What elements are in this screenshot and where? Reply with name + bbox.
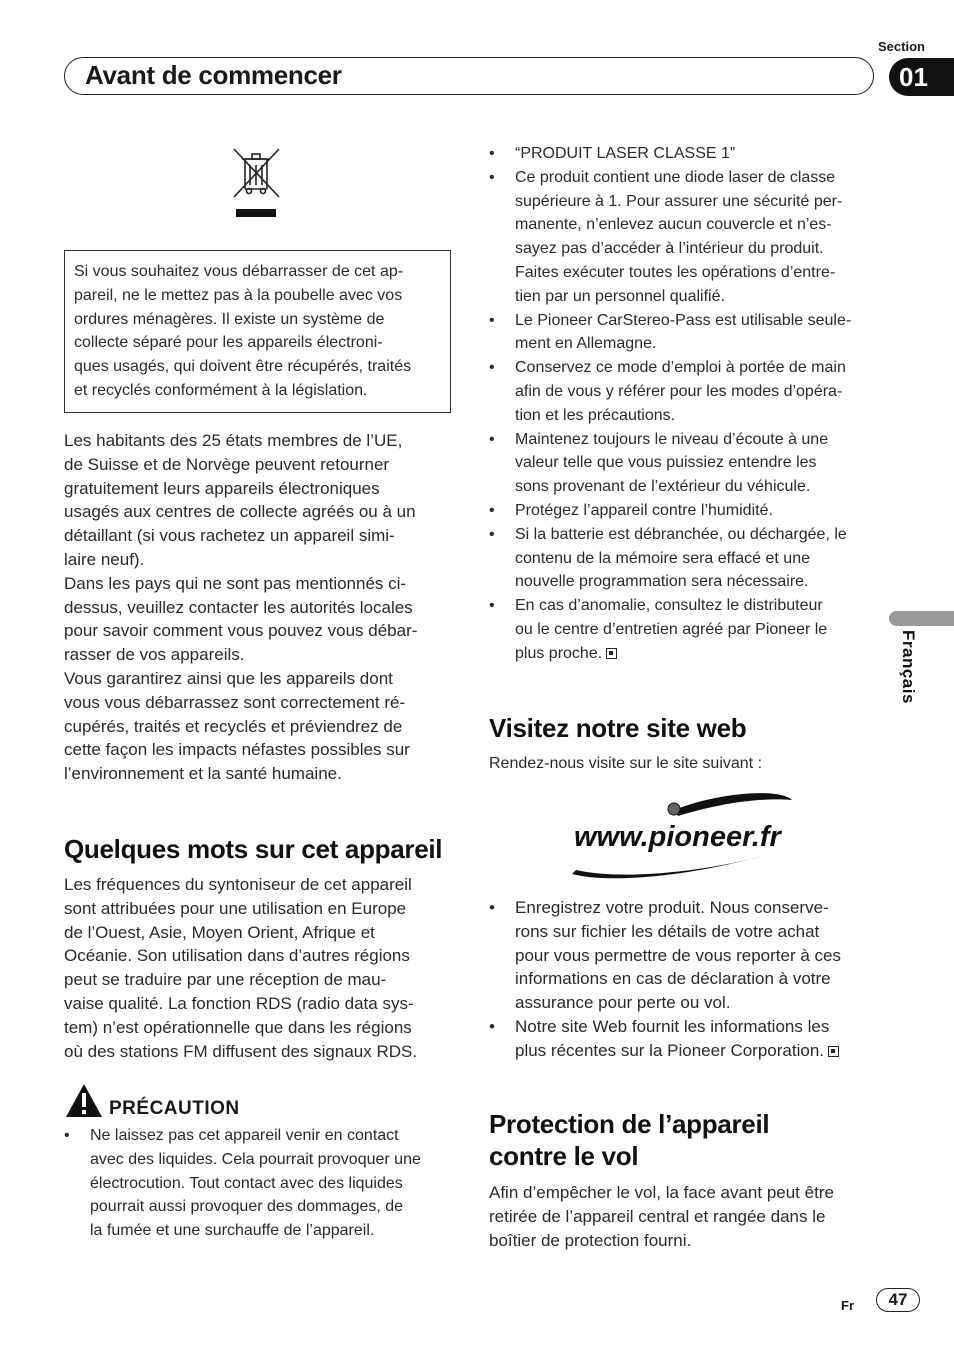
- text-line: sayez pas d’accéder à l’intérieur du produit.: [515, 240, 824, 258]
- text-line: ment en Allemagne.: [515, 335, 657, 353]
- section-label: Section: [878, 39, 925, 54]
- text-line: • Notre site Web fournit les informations les: [515, 1016, 830, 1036]
- pioneer-web-logo[interactable]: [570, 790, 796, 884]
- section-heading-web: [489, 712, 746, 744]
- text-line: • Ce produit contient une diode laser de classe: [515, 168, 836, 186]
- list-item: [489, 896, 841, 1015]
- text-line: détaillant (si vous rachetez un appareil simi-: [64, 526, 395, 546]
- safety-bullet-list: [489, 142, 851, 666]
- list-item: [489, 356, 851, 427]
- text-line: ou le centre d’entretien agréé par Pioneer le: [515, 620, 828, 638]
- text-line: nouvelle programmation sera nécessaire.: [515, 573, 809, 591]
- end-mark-icon: [606, 648, 617, 659]
- text-line: supérieure à 1. Pour assurer une sécurité per-: [515, 192, 843, 210]
- text-line: Les fréquences du syntoniseur de cet appareil: [64, 875, 412, 894]
- text-line: Afin d’empêcher le vol, la face avant peut être: [489, 1183, 834, 1202]
- list-item: [489, 523, 851, 594]
- text-line: avec des liquides. Cela pourrait provoquer une: [90, 1150, 421, 1168]
- text-line: Faites exécuter toutes les opérations d’entre-: [515, 263, 836, 281]
- notice-line: ques usagés, qui doivent être récupérés, traités: [74, 358, 412, 376]
- text-line: manente, n’enlevez aucun couvercle et n’es-: [515, 216, 832, 234]
- disposal-notice-text: [74, 260, 441, 403]
- list-item: [489, 1015, 841, 1063]
- notice-line: et recyclés conformément à la législation.: [74, 381, 368, 399]
- list-item: [489, 594, 851, 665]
- text-line: laire neuf).: [64, 549, 145, 569]
- text-line: • “PRODUIT LASER CLASSE 1”: [515, 145, 736, 162]
- text-line: pour vous permettre de vous reporter à ces: [515, 945, 841, 965]
- text-line: où des stations FM diffusent des signaux RDS.: [64, 1041, 418, 1061]
- heading-line: Visitez notre site web: [489, 713, 747, 743]
- list-item: [489, 166, 851, 309]
- text-line: [515, 642, 851, 666]
- text-line: cette façon les impacts néfastes possibles sur: [64, 740, 410, 760]
- text-line: • Conservez ce mode d’emploi à portée de main: [515, 359, 846, 377]
- text-line: [515, 1039, 841, 1063]
- notice-line: collecte séparé pour les appareils électroni-: [74, 334, 383, 352]
- notice-line: Si vous souhaitez vous débarrasser de cet ap-: [74, 263, 404, 280]
- text-line: rons sur fichier les détails de votre achat: [515, 921, 820, 941]
- text-line: Océanie. Son utilisation dans d’autres régions: [64, 946, 410, 966]
- section-heading-theft: [489, 1108, 769, 1172]
- appareil-paragraph: [64, 873, 417, 1063]
- text-line: retirée de l’appareil central et rangée dans le: [489, 1206, 826, 1226]
- text-line: tem) n’est opérationnelle que dans les régions: [64, 1017, 412, 1037]
- text-line: contenu de la mémoire sera effacé et une: [515, 549, 810, 567]
- section-number: 01: [889, 58, 954, 96]
- text-line: • En cas d’anomalie, consultez le distributeur: [515, 597, 823, 615]
- list-item: [489, 309, 851, 357]
- text-line: cupérés, traités et recyclés et préviendrez de: [64, 716, 403, 736]
- text-line: Dans les pays qui ne sont pas mentionnés ci-: [64, 573, 407, 593]
- precaution-title: PRÉCAUTION: [109, 1098, 240, 1119]
- text-line: • Le Pioneer CarStereo-Pass est utilisable seule-: [515, 311, 852, 329]
- theft-paragraph: [489, 1181, 834, 1252]
- text-line: gratuitement leurs appareils électroniques: [64, 478, 380, 498]
- page-title: Avant de commencer: [85, 60, 342, 90]
- text-line: tion et les précautions.: [515, 406, 676, 424]
- text-line: sons provenant de l’extérieur du véhicule.: [515, 478, 811, 496]
- text-line: • Si la batterie est débranchée, ou déchargée, le: [515, 525, 847, 543]
- web-bullet-list: [489, 896, 841, 1063]
- web-intro: Rendez-nous visite sur le site suivant :: [489, 755, 763, 772]
- text-line: • Protégez l’appareil contre l’humidité.: [515, 501, 773, 519]
- text-line: • Enregistrez votre produit. Nous conserve-: [515, 898, 829, 917]
- list-item: [489, 428, 851, 499]
- text-line: de Suisse et de Norvège peuvent retourner: [64, 454, 390, 474]
- text-line: • Ne laissez pas cet appareil venir en contact: [90, 1127, 399, 1144]
- heading-line: Protection de l’appareil: [489, 1109, 770, 1139]
- text-line: électrocution. Tout contact avec des liquides: [90, 1174, 403, 1192]
- heading-line: Quelques mots sur cet appareil: [64, 834, 443, 864]
- text-line: peut se traduire par une réception de mau-: [64, 970, 387, 990]
- notice-line: pareil, ne le mettez pas à la poubelle avec vos: [74, 286, 403, 304]
- language-tab: [889, 611, 954, 626]
- text-line: valeur telle que vous puissiez entendre les: [515, 454, 817, 472]
- warning-triangle-icon: [65, 1083, 103, 1119]
- text-fragment: plus proche.: [515, 644, 603, 662]
- text-line: pourrait aussi provoquer des dommages, de: [90, 1198, 404, 1216]
- list-item: [489, 142, 851, 166]
- text-line: dessus, veuillez contacter les autorités locales: [64, 597, 413, 617]
- text-line: afin de vous y référer pour les modes d’opéra-: [515, 382, 843, 400]
- text-line: informations en cas de déclaration à votre: [515, 969, 831, 989]
- precaution-list: [64, 1124, 421, 1243]
- text-line: boîtier de protection fourni.: [489, 1230, 692, 1250]
- section-heading-appareil: [64, 833, 442, 865]
- text-line: tien par un personnel qualifié.: [515, 287, 725, 305]
- text-line: de l’Ouest, Asie, Moyen Orient, Afrique et: [64, 922, 375, 942]
- page-number: 47: [876, 1288, 920, 1312]
- text-line: vous vous débarrassez sont correctement ré-: [64, 692, 406, 712]
- text-line: rasser de vos appareils.: [64, 645, 245, 665]
- footer-lang-code: Fr: [841, 1298, 854, 1313]
- text-line: • Maintenez toujours le niveau d’écoute à une: [515, 430, 829, 448]
- text-line: pour savoir comment vous pouvez vous débar-: [64, 621, 418, 641]
- list-item: [489, 499, 851, 523]
- text-line: sont attribuées pour une utilisation en Europe: [64, 898, 407, 918]
- text-line: usagés aux centres de collecte agréés ou à un: [64, 502, 416, 522]
- text-line: assurance pour perte ou vol.: [515, 993, 731, 1013]
- text-line: Les habitants des 25 états membres de l’UE,: [64, 431, 403, 450]
- logo-text: www.pioneer.fr: [574, 821, 781, 853]
- notice-line: ordures ménagères. Il existe un système de: [74, 310, 385, 328]
- disposal-notice-box: [64, 250, 451, 413]
- list-item: [64, 1124, 421, 1243]
- text-line: Vous garantirez ainsi que les appareils dont: [64, 668, 393, 688]
- weee-crossed-bin-icon: [232, 147, 282, 219]
- text-line: la fumée et une surchauffe de l’appareil.: [90, 1222, 375, 1240]
- text-line: l’environnement et la santé humaine.: [64, 764, 342, 784]
- language-label: Français: [899, 630, 918, 704]
- text-line: vaise qualité. La fonction RDS (radio data sys-: [64, 993, 414, 1013]
- end-mark-icon: [828, 1046, 839, 1057]
- disposal-paragraph: [64, 429, 417, 786]
- text-fragment: plus récentes sur la Pioneer Corporation.: [515, 1040, 824, 1060]
- heading-line: contre le vol: [489, 1141, 639, 1171]
